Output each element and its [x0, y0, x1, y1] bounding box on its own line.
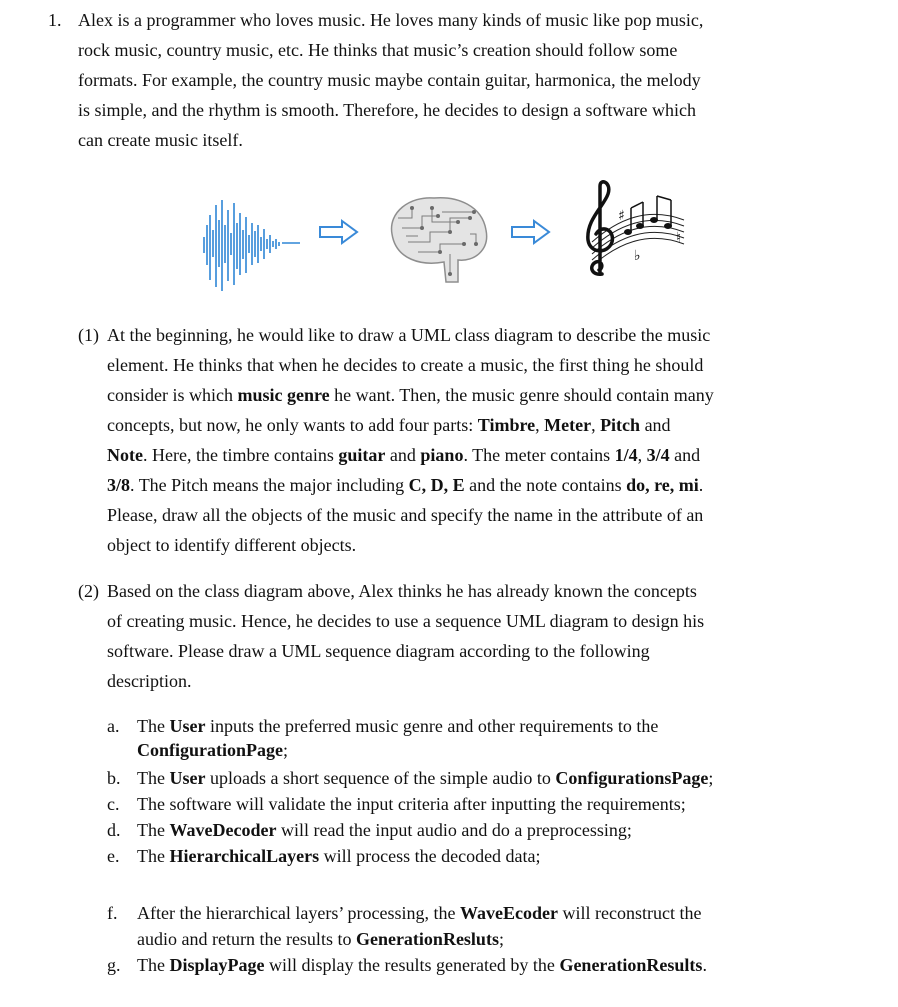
part1-line-1: At the beginning, he would like to draw a UML class diagram to describe the music [107, 325, 711, 345]
part1-line-8: object to identify different objects. [107, 535, 357, 555]
part2-line-4: description. [107, 671, 192, 691]
step-d-line: The WaveDecoder will read the input audio and do a preprocessing; [137, 820, 632, 840]
part1-line-7: Please, draw all the objects of the music and specify the name in the attribute of an [107, 505, 704, 525]
part2-line-2: of creating music. Hence, he decides to use a sequence UML diagram to design his [107, 611, 705, 631]
intro-line-4: is simple, and the rhythm is smooth. Therefore, he decides to design a software which [78, 100, 697, 120]
hollow-right-arrow-icon [510, 218, 552, 246]
part1-line-4: concepts, but now, he only wants to add four parts: Timbre, Meter, Pitch and [107, 415, 671, 435]
part1-label: (1) [78, 325, 99, 345]
step-f-line-1: After the hierarchical layers’ processing, the WaveEcoder will reconstruct the [137, 903, 702, 923]
part1-line-5: Note. Here, the timbre contains guitar and piano. The meter contains 1/4, 3/4 and [107, 445, 701, 465]
step-f-line-2: audio and return the results to GenerationResluts; [137, 929, 504, 949]
question-number: 1. [48, 10, 62, 30]
step-f-marker: f. [107, 903, 118, 923]
step-c-line: The software will validate the input criteria after inputting the requirements; [137, 794, 686, 814]
step-e-line: The HierarchicalLayers will process the decoded data; [137, 846, 541, 866]
part1-line-3: consider is which music genre he want. Then, the music genre should contain many [107, 385, 714, 405]
step-g-marker: g. [107, 955, 121, 975]
intro-line-2: rock music, country music, etc. He thinks that music’s creation should follow some [78, 40, 678, 60]
treble-clef-notes-icon [572, 180, 694, 280]
step-a-line-2: ConfigurationPage; [137, 740, 289, 760]
intro-line-3: formats. For example, the country music maybe contain guitar, harmonica, the melody [78, 70, 701, 90]
svg-text:♮: ♮ [676, 230, 682, 246]
part1-line-6: 3/8. The Pitch means the major including C, D, E and the note contains do, re, mi. [107, 475, 704, 495]
intro-line-5: can create music itself. [78, 130, 243, 150]
part1-line-2: element. He thinks that when he decides to create a music, the first thing he should [107, 355, 704, 375]
intro-line-1: Alex is a programmer who loves music. He loves many kinds of music like pop music, [78, 10, 704, 30]
step-b-marker: b. [107, 768, 121, 788]
step-e-marker: e. [107, 846, 120, 866]
waveform-icon [200, 195, 306, 295]
hollow-right-arrow-icon [318, 218, 360, 246]
circuit-brain-icon [378, 188, 498, 288]
step-g-line: The DisplayPage will display the results generated by the GenerationResults. [137, 955, 707, 975]
svg-text:♯: ♯ [618, 208, 625, 224]
step-b-line: The User uploads a short sequence of the simple audio to ConfigurationsPage; [137, 768, 714, 788]
part2-line-1: Based on the class diagram above, Alex thinks he has already known the concepts [107, 581, 697, 601]
step-c-marker: c. [107, 794, 120, 814]
part2-line-3: software. Please draw a UML sequence diagram according to the following [107, 641, 650, 661]
part2-label: (2) [78, 581, 99, 601]
svg-text:♭: ♭ [634, 248, 641, 264]
step-a-marker: a. [107, 716, 120, 736]
step-a-line-1: The User inputs the preferred music genre and other requirements to the [137, 716, 659, 736]
step-d-marker: d. [107, 820, 121, 840]
